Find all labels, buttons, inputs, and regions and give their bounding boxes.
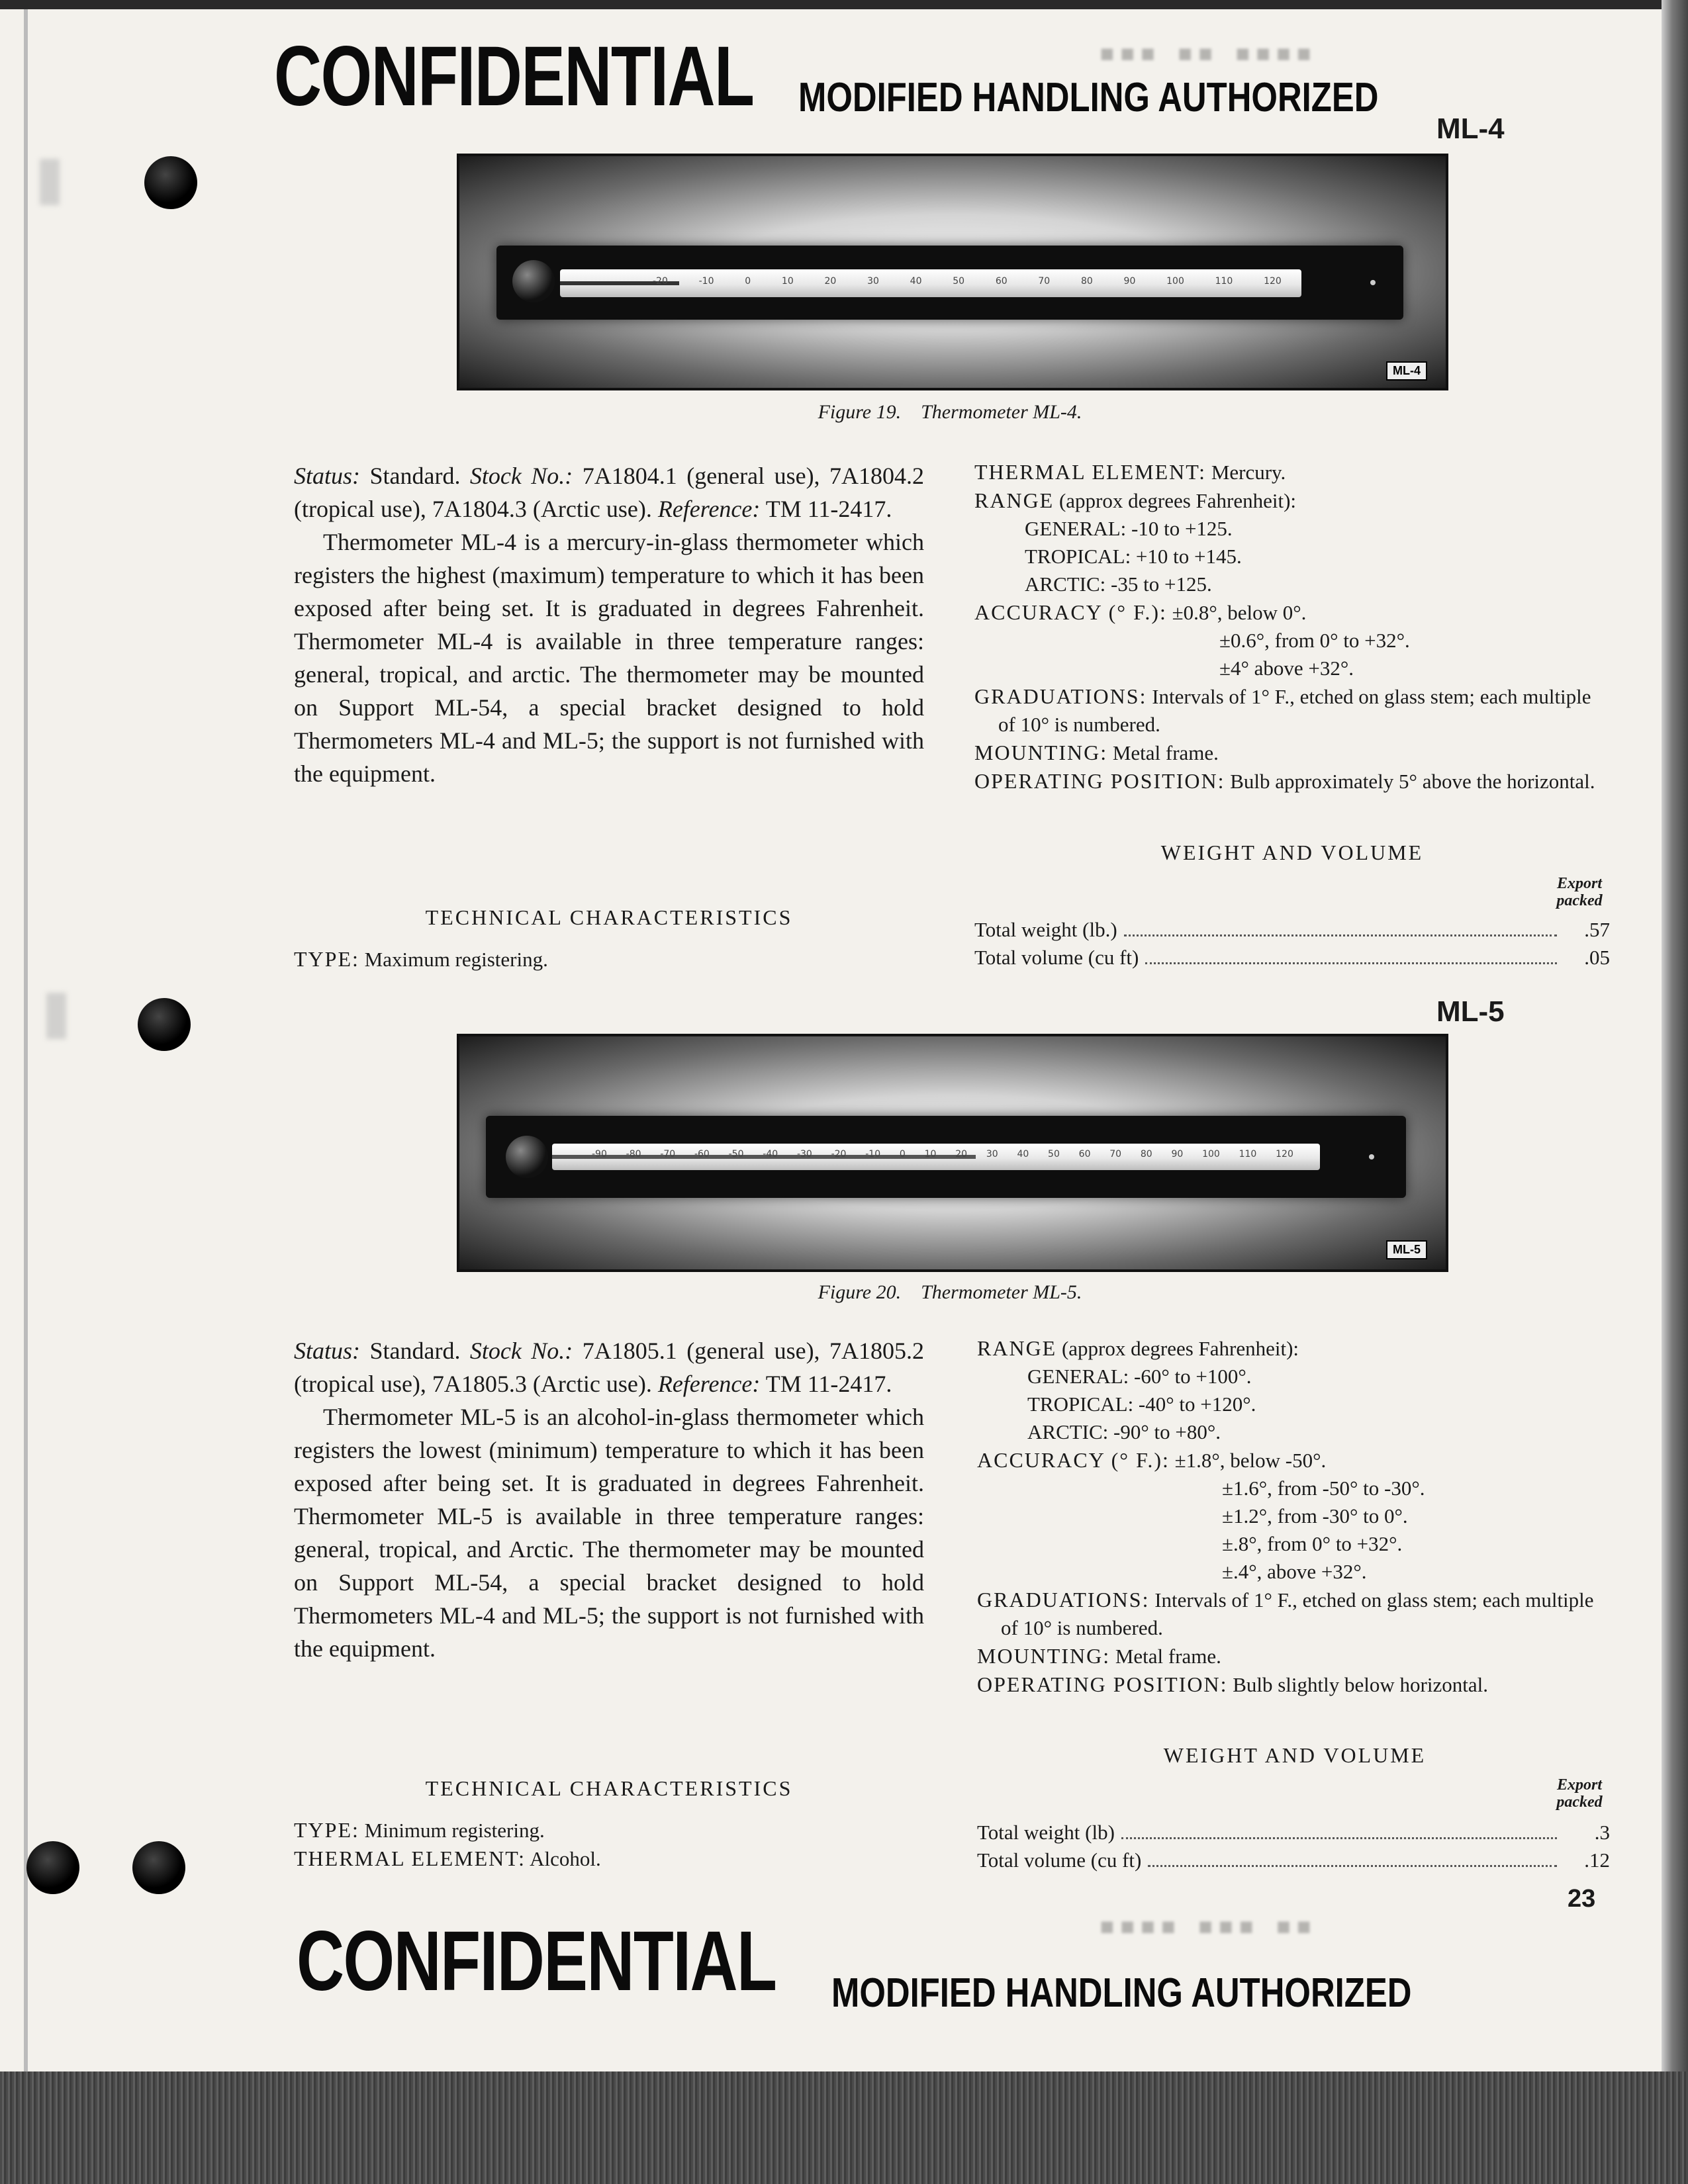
ml4-thermometer-frame bbox=[496, 246, 1403, 320]
ml4-accuracy: ACCURACY (° F.): ±0.8°, below 0°. bbox=[974, 600, 1307, 624]
ml4-accuracy-2: ±0.6°, from 0° to +32°. bbox=[1219, 629, 1410, 652]
ml5-right-column bbox=[977, 1334, 1613, 1699]
ml4-export-header: Export packed bbox=[1556, 875, 1603, 909]
scale-tick-label: 70 bbox=[1109, 1149, 1122, 1160]
footer-handling-stamp: MODIFIED HANDLING AUTHORIZED bbox=[831, 1970, 1412, 2016]
ml5-glass-tube bbox=[552, 1144, 1320, 1170]
scale-tick-label: 30 bbox=[986, 1149, 998, 1160]
scan-border-bottom bbox=[0, 2071, 1688, 2184]
mount-pin bbox=[1370, 280, 1376, 285]
punch-hole bbox=[26, 1841, 79, 1894]
scale-tick-label: -10 bbox=[698, 276, 714, 287]
scale-tick-label: 110 bbox=[1215, 276, 1233, 287]
ml4-status-paragraph: Status: Standard. Stock No.: 7A1804.1 (general use), 7A1804.2 (tropical use), 7A1804.3 (Arctic use). Reference: TM 11-2417. bbox=[294, 463, 925, 522]
ml4-left-column bbox=[294, 459, 924, 790]
scale-tick-label: -20 bbox=[831, 1149, 847, 1160]
scale-tick-label: 90 bbox=[1123, 276, 1136, 287]
ml5-status-paragraph: Status: Standard. Stock No.: 7A1805.1 (general use), 7A1805.2 (tropical use), 7A1805.3 (Arctic use). Reference: TM 11-2417. bbox=[294, 1338, 925, 1397]
ml4-range: RANGE (approx degrees Fahrenheit): bbox=[974, 488, 1297, 512]
table-row: Total volume (cu ft) .12 bbox=[977, 1848, 1610, 1872]
ml4-mounting: MOUNTING: Metal frame. bbox=[974, 741, 1219, 764]
ml5-range-tropical: TROPICAL: -40° to +120°. bbox=[1027, 1392, 1256, 1416]
ml5-left-column bbox=[294, 1334, 924, 1665]
ml4-glass-tube bbox=[560, 269, 1301, 297]
ml5-accuracy: ACCURACY (° F.): ±1.8°, below -50°. bbox=[977, 1448, 1327, 1472]
scale-tick-label: -30 bbox=[796, 1149, 812, 1160]
scale-tick-label: 10 bbox=[781, 276, 794, 287]
scale-tick-label: -40 bbox=[763, 1149, 778, 1160]
ml4-weight-table bbox=[974, 916, 1610, 972]
scale-tick-label: -50 bbox=[728, 1149, 744, 1160]
scale-tick-label: -90 bbox=[592, 1149, 607, 1160]
scale-tick-label: 40 bbox=[910, 276, 922, 287]
scale-tick-label: -80 bbox=[626, 1149, 641, 1160]
ml4-thermal-element: THERMAL ELEMENT: Mercury. bbox=[974, 460, 1286, 484]
scale-tick-label: -10 bbox=[865, 1149, 881, 1160]
ml5-thermal-element: THERMAL ELEMENT: Alcohol. bbox=[294, 1846, 601, 1870]
scale-tick-label: 0 bbox=[745, 276, 751, 287]
ml5-caption: Figure 20. Thermometer ML-5. bbox=[818, 1281, 1082, 1303]
ml5-export-header: Export packed bbox=[1556, 1776, 1603, 1811]
scale-tick-label: 60 bbox=[995, 276, 1008, 287]
punch-hole bbox=[138, 998, 191, 1051]
scale-tick-label: 20 bbox=[955, 1149, 968, 1160]
ml5-range-arctic: ARCTIC: -90° to +80°. bbox=[1027, 1420, 1221, 1443]
ml5-mounting: MOUNTING: Metal frame. bbox=[977, 1644, 1221, 1668]
scale-tick-label: 50 bbox=[1048, 1149, 1060, 1160]
ml5-range: RANGE (approx degrees Fahrenheit): bbox=[977, 1336, 1299, 1360]
scan-smudge bbox=[46, 993, 66, 1039]
ml4-type-line: TYPE: Maximum registering. bbox=[294, 947, 548, 971]
scale-tick-label: -60 bbox=[694, 1149, 710, 1160]
ml4-bulb bbox=[512, 260, 555, 302]
faded-stamp-mark: ▪▪▪ ▪▪ ▪▪▪▪ bbox=[1099, 27, 1317, 79]
ml4-range-tropical: TROPICAL: +10 to +145. bbox=[1025, 545, 1242, 568]
ml5-scale bbox=[592, 1149, 1293, 1160]
scale-tick-label: 60 bbox=[1078, 1149, 1091, 1160]
ml5-range-general: GENERAL: -60° to +100°. bbox=[1027, 1365, 1252, 1388]
scale-tick-label: 20 bbox=[824, 276, 837, 287]
header-handling-stamp: MODIFIED HANDLING AUTHORIZED bbox=[798, 75, 1379, 120]
scale-tick-label: -20 bbox=[653, 276, 668, 287]
ml5-thermometer-frame bbox=[486, 1116, 1406, 1198]
table-row: Total weight (lb) .3 bbox=[977, 1821, 1610, 1844]
punch-hole bbox=[132, 1841, 185, 1894]
scale-tick-label: 120 bbox=[1264, 276, 1282, 287]
scale-tick-label: 0 bbox=[899, 1149, 906, 1160]
scale-tick-label: 100 bbox=[1202, 1149, 1220, 1160]
ml4-graduations: GRADUATIONS: Intervals of 1° F., etched on glass stem; each multiple of 10° is numbered. bbox=[974, 684, 1591, 736]
scale-tick-label: 120 bbox=[1276, 1149, 1293, 1160]
scale-tick-label: 80 bbox=[1140, 1149, 1152, 1160]
ml5-plate: ML-5 bbox=[1386, 1240, 1427, 1259]
ml4-photo bbox=[457, 154, 1448, 390]
punch-hole bbox=[144, 156, 197, 209]
table-row: Total weight (lb.) .57 bbox=[974, 918, 1610, 941]
header-confidential-stamp: CONFIDENTIAL bbox=[274, 29, 754, 124]
ml5-accuracy-3: ±1.2°, from -30° to 0°. bbox=[1222, 1504, 1408, 1527]
ml4-range-arctic: ARCTIC: -35 to +125. bbox=[1025, 572, 1212, 596]
scale-tick-label: 110 bbox=[1239, 1149, 1257, 1160]
ml5-operating-position: OPERATING POSITION: Bulb slightly below horizontal. bbox=[977, 1672, 1488, 1696]
scale-tick-label: -70 bbox=[660, 1149, 676, 1160]
ml5-weight-heading: WEIGHT AND VOLUME bbox=[1163, 1743, 1427, 1767]
ml4-tech-heading: TECHNICAL CHARACTERISTICS bbox=[425, 905, 793, 929]
scale-tick-label: 40 bbox=[1017, 1149, 1029, 1160]
ml5-tech-lines bbox=[294, 1816, 924, 1873]
ml5-weight-table bbox=[977, 1819, 1610, 1874]
ml4-range-general: GENERAL: -10 to +125. bbox=[1025, 517, 1233, 540]
faded-stamp-mark: ▪▪▪▪ ▪▪▪ ▪▪ bbox=[1099, 1900, 1317, 1952]
scale-tick-label: 100 bbox=[1166, 276, 1184, 287]
ml4-caption: Figure 19. Thermometer ML-4. bbox=[818, 401, 1082, 423]
scale-tick-label: 30 bbox=[867, 276, 879, 287]
ml4-weight-heading: WEIGHT AND VOLUME bbox=[1160, 841, 1424, 864]
scale-tick-label: 10 bbox=[924, 1149, 937, 1160]
ml5-accuracy-4: ±.8°, from 0° to +32°. bbox=[1222, 1532, 1403, 1555]
scale-tick-label: 90 bbox=[1171, 1149, 1184, 1160]
ml5-accuracy-5: ±.4°, above +32°. bbox=[1222, 1560, 1367, 1583]
ml5-accuracy-2: ±1.6°, from -50° to -30°. bbox=[1222, 1477, 1425, 1500]
ml5-description: Thermometer ML-5 is an alcohol-in-glass thermometer which registers the lowest (minimum) temperature to which it has been exposed after being set. It is graduated in degrees Fahrenheit. Thermometer ML-5 is available in three temperature ranges: general, tropical, and Arctic. The thermometer may be mounted on Support ML-54, a special bracket designed to hold Thermometers ML-4 and ML-5; the support is not furnished with the equipment. bbox=[294, 1404, 924, 1662]
page-number: 23 bbox=[1568, 1885, 1596, 1913]
scale-tick-label: 70 bbox=[1038, 276, 1051, 287]
mount-pin bbox=[1369, 1154, 1374, 1160]
page-edge bbox=[24, 9, 28, 2071]
ml4-description: Thermometer ML-4 is a mercury-in-glass thermometer which registers the highest (maximum) temperature to which it has been exposed after being set. It is graduated in degrees Fahrenheit. Thermometer ML-4 is available in three temperature ranges: general, tropical, and arctic. The thermometer may be mounted on Support ML-54, a special bracket designed to hold Thermometers ML-4 and ML-5; the support is not furnished with the equipment. bbox=[294, 529, 924, 787]
ml4-right-column bbox=[974, 458, 1610, 796]
ml5-photo bbox=[457, 1034, 1448, 1272]
scan-border-right bbox=[1662, 0, 1688, 2184]
ml4-scale bbox=[653, 276, 1282, 287]
ml5-graduations: GRADUATIONS: Intervals of 1° F., etched on glass stem; each multiple of 10° is numbered. bbox=[977, 1588, 1594, 1639]
ml5-code-tag: ML-5 bbox=[1436, 995, 1505, 1028]
scale-tick-label: 50 bbox=[953, 276, 965, 287]
scan-border-top bbox=[0, 0, 1688, 9]
ml5-bulb bbox=[506, 1136, 548, 1178]
scan-smudge bbox=[40, 159, 60, 205]
ml4-plate: ML-4 bbox=[1386, 361, 1427, 381]
ml4-code-tag: ML-4 bbox=[1436, 113, 1505, 145]
ml5-type-line: TYPE: Minimum registering. bbox=[294, 1818, 545, 1842]
ml4-accuracy-3: ±4° above +32°. bbox=[1219, 657, 1354, 680]
ml5-tech-heading: TECHNICAL CHARACTERISTICS bbox=[425, 1776, 793, 1800]
ml4-operating-position: OPERATING POSITION: Bulb approximately 5° above the horizontal. bbox=[974, 769, 1595, 793]
footer-confidential-stamp: CONFIDENTIAL bbox=[297, 1914, 776, 2009]
scale-tick-label: 80 bbox=[1080, 276, 1093, 287]
table-row: Total volume (cu ft) .05 bbox=[974, 946, 1610, 969]
